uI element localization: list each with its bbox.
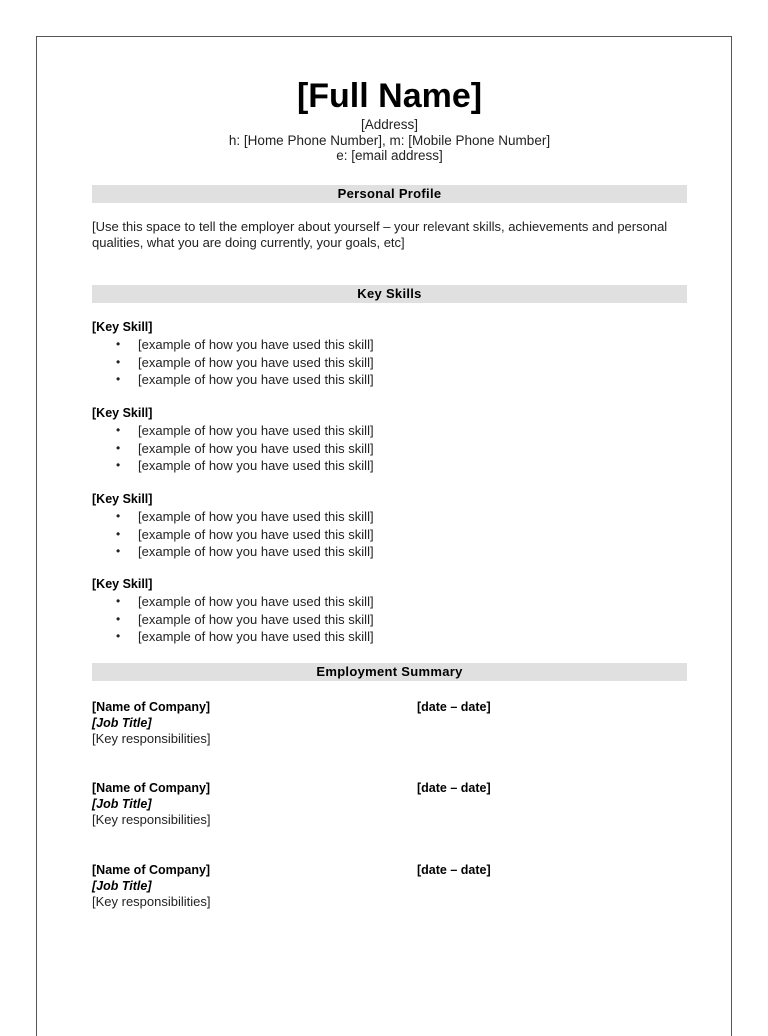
skill-example: • [example of how you have used this skill] <box>116 509 374 524</box>
skill-example: • [example of how you have used this skill] <box>116 544 374 559</box>
job-responsibilities: [Key responsibilities] <box>92 731 211 746</box>
bullet-icon: • <box>116 354 121 369</box>
skill-example: • [example of how you have used this skill] <box>116 629 374 644</box>
job-title: [Job Title] <box>92 879 152 893</box>
section-header-personal-profile: Personal Profile <box>92 185 687 203</box>
document-page <box>36 36 732 1036</box>
section-header-employment-summary: Employment Summary <box>92 663 687 681</box>
bullet-icon: • <box>116 544 121 558</box>
company-name: [Name of Company] <box>92 781 211 795</box>
bullet-icon: • <box>116 611 121 626</box>
job-entry <box>92 780 687 828</box>
skill-example: • [example of how you have used this skill] <box>116 440 374 456</box>
bullet-icon: • <box>116 526 121 541</box>
bullet-icon: • <box>116 629 121 643</box>
job-dates: [date – date] <box>417 863 491 877</box>
job-title: [Job Title] <box>92 797 152 811</box>
skill-example: • [example of how you have used this skill] <box>116 594 374 609</box>
job-responsibilities: [Key responsibilities] <box>92 894 211 909</box>
bullet-icon: • <box>116 423 121 437</box>
bullet-icon: • <box>116 458 121 472</box>
bullet-icon: • <box>116 337 121 351</box>
full-name-heading: [Full Name] <box>296 77 483 115</box>
skill-example: • [example of how you have used this skill] <box>116 526 374 542</box>
job-entry <box>92 699 687 747</box>
job-dates: [date – date] <box>417 781 491 795</box>
company-name: [Name of Company] <box>92 863 211 877</box>
skill-example: • [example of how you have used this skill] <box>116 354 374 370</box>
section-header-key-skills: Key Skills <box>92 285 687 303</box>
skill-group <box>92 405 687 475</box>
skill-group <box>92 491 687 561</box>
profile-text: [Use this space to tell the employer about yourself – your relevant skills, achievements and personal qualities, what you are doing currently, your goals, etc] <box>92 219 668 250</box>
skill-group <box>92 319 687 389</box>
skill-example: • [example of how you have used this skill] <box>116 423 374 438</box>
skill-example: • [example of how you have used this skill] <box>116 611 374 627</box>
skill-group <box>92 576 687 646</box>
bullet-icon: • <box>116 440 121 455</box>
skill-example: • [example of how you have used this skill] <box>116 372 374 387</box>
skill-title: [Key Skill] <box>92 320 153 334</box>
skill-example: • [example of how you have used this skill] <box>116 458 374 473</box>
phone-line: h: [Home Phone Number], m: [Mobile Phone Number] <box>228 132 551 148</box>
skill-title: [Key Skill] <box>92 492 153 506</box>
bullet-icon: • <box>116 594 121 608</box>
job-entry <box>92 862 687 910</box>
job-responsibilities: [Key responsibilities] <box>92 812 211 827</box>
address-line: [Address] <box>360 117 419 132</box>
company-name: [Name of Company] <box>92 700 211 714</box>
job-dates: [date – date] <box>417 700 491 714</box>
job-title: [Job Title] <box>92 716 152 730</box>
skill-title: [Key Skill] <box>92 577 153 591</box>
skill-title: [Key Skill] <box>92 406 153 420</box>
contact-block <box>92 117 687 164</box>
bullet-icon: • <box>116 372 121 386</box>
skill-example: • [example of how you have used this skill] <box>116 337 374 352</box>
bullet-icon: • <box>116 509 121 523</box>
email-line: e: [email address] <box>336 148 443 163</box>
